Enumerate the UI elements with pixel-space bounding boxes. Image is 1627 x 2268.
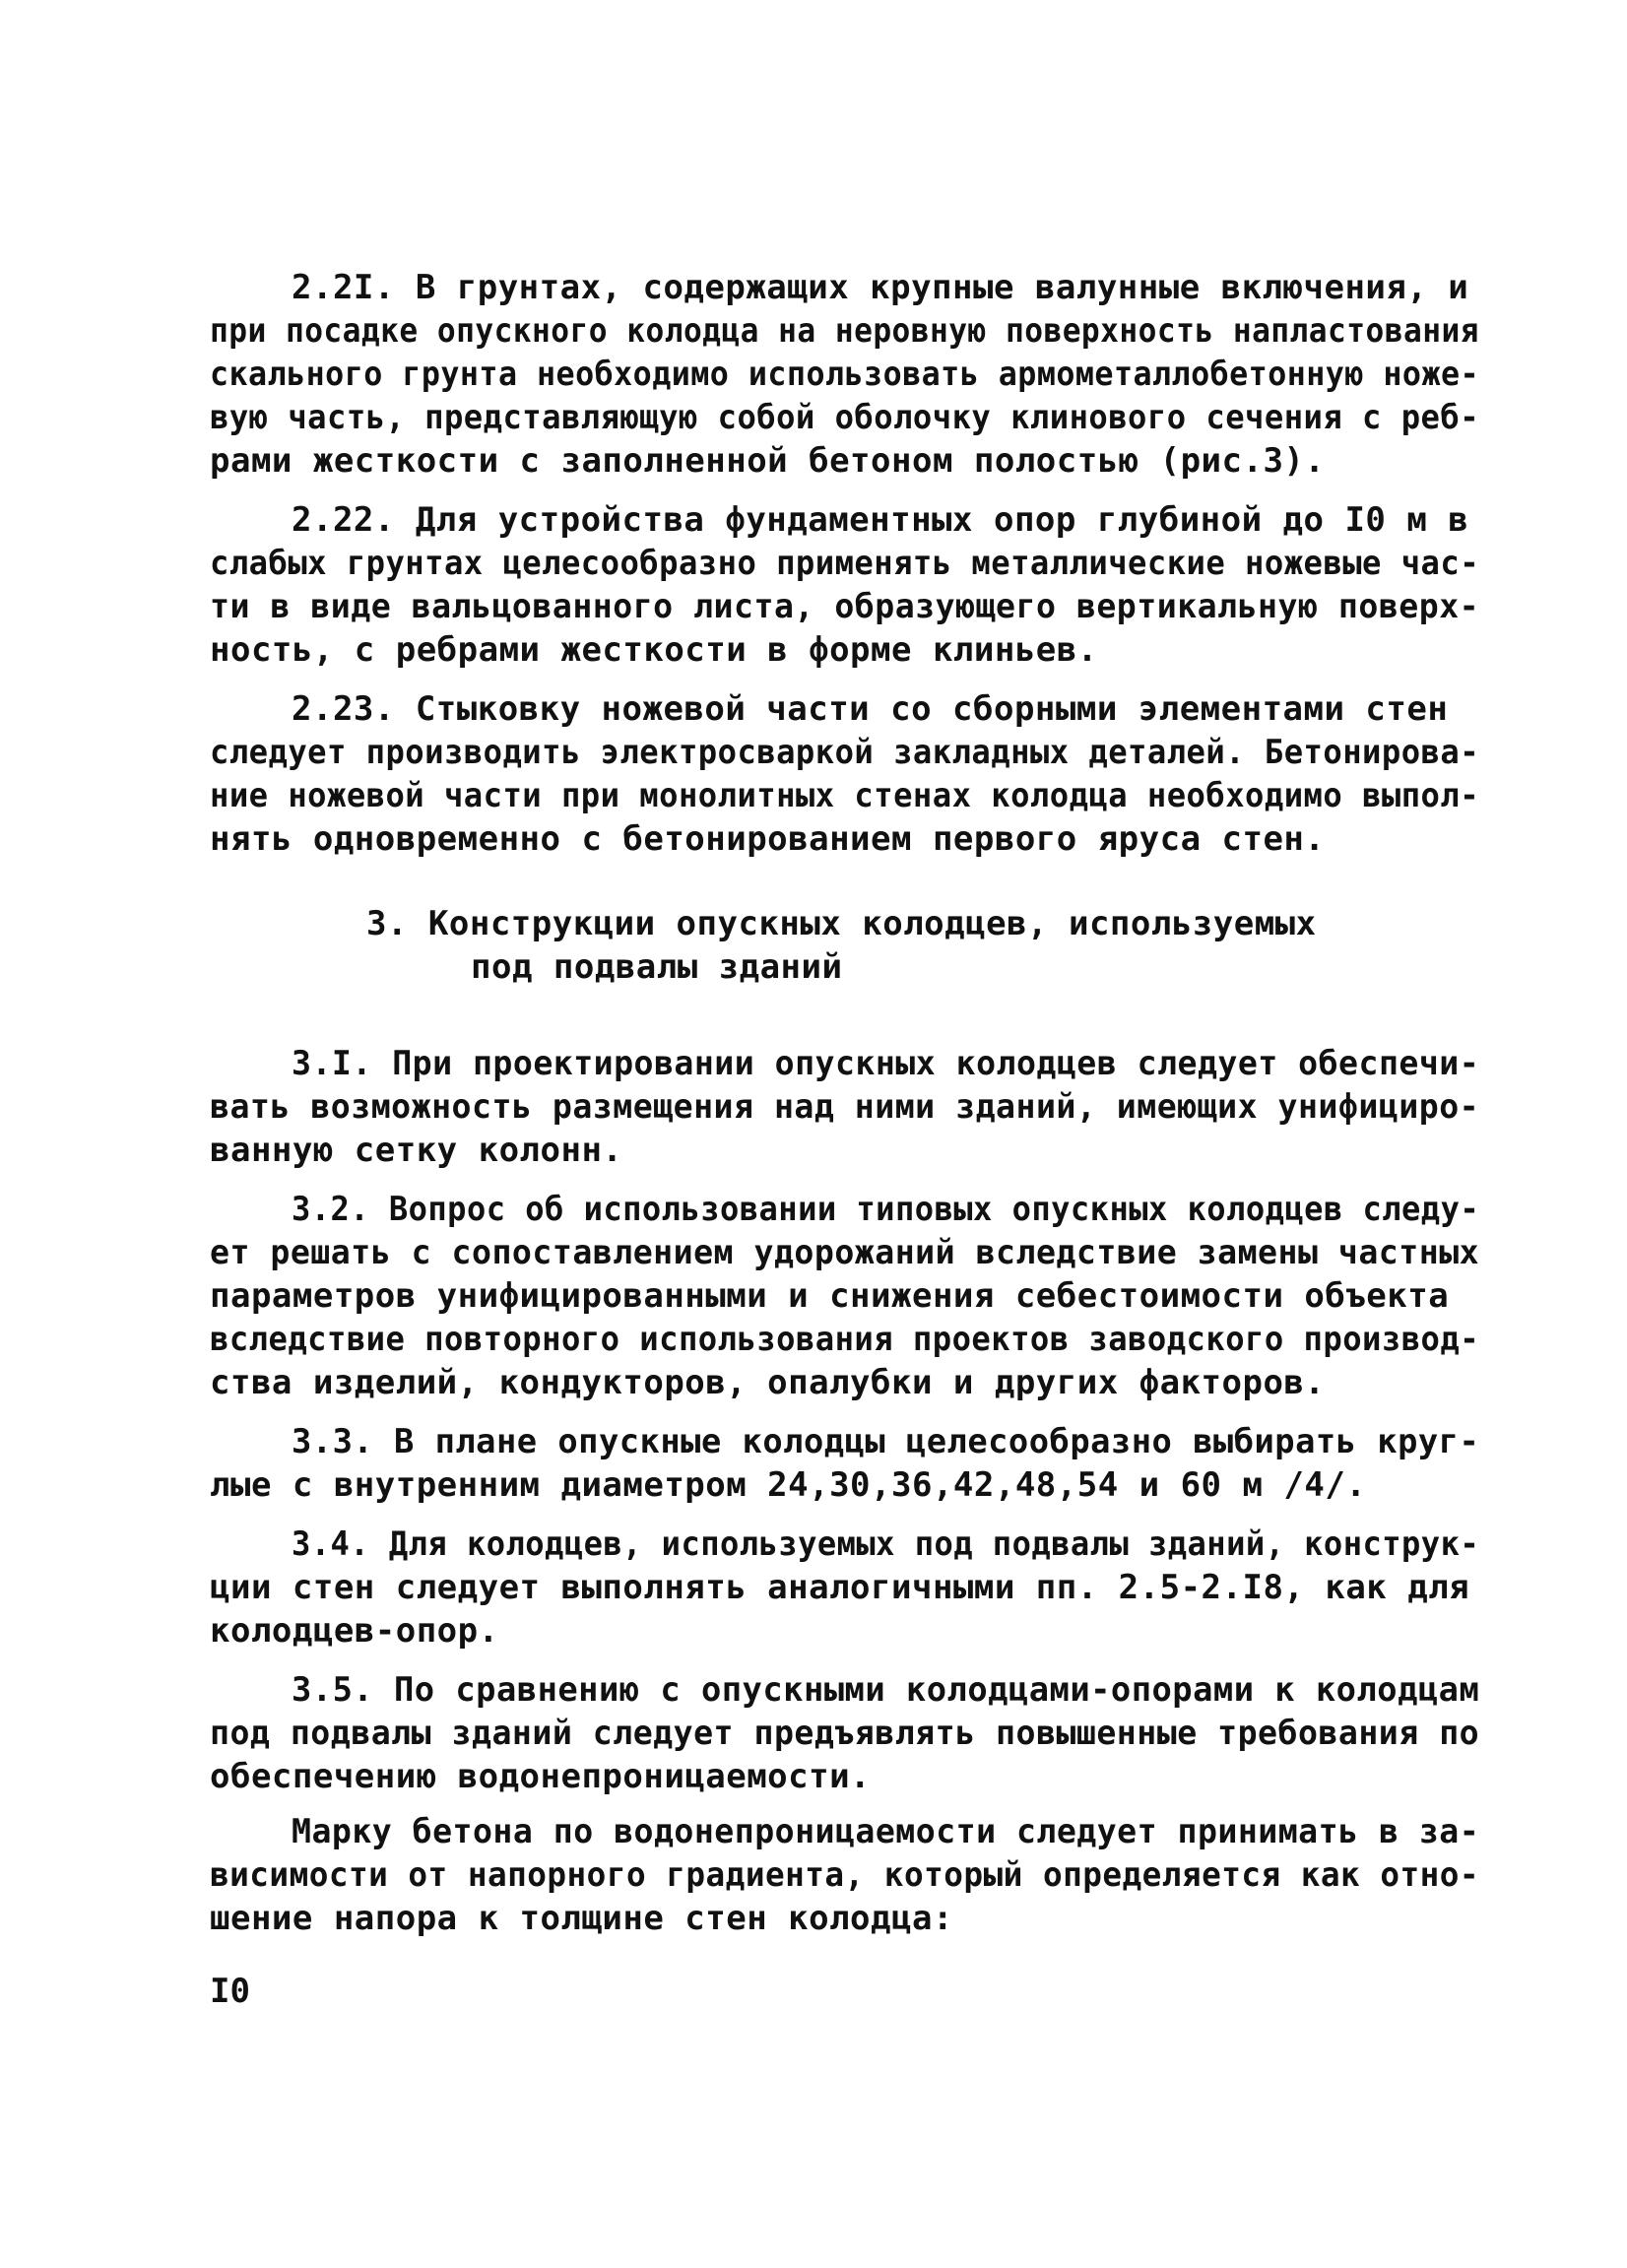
text-line: при посадке опускного колодца на неровную поверхность напластования [210, 311, 1479, 351]
section-heading: под подвалы зданий [471, 947, 843, 987]
text-line: вать возможность размещения над ними зданий, имеющих унифициро- [210, 1087, 1480, 1127]
text-line: скального грунта необходимо использовать армометаллобетонную ноже- [210, 355, 1480, 394]
text-line: ции стен следует выполнять аналогичными пп. 2.5-2.I8, как для [210, 1568, 1470, 1607]
text-line: ние ножевой части при монолитных стенах колодца необходимо выпол- [210, 776, 1480, 815]
text-line: висимости от напорного градиента, который определяется как отно- [210, 1855, 1480, 1895]
text-line: колодцев-опор. [210, 1611, 499, 1651]
text-line: ет решать с сопоставлением удорожаний вследствие замены частных [210, 1233, 1480, 1272]
text-line: 3.4. Для колодцев, используемых под подвалы зданий, конструк- [292, 1524, 1480, 1564]
text-line: вследствие повторного использования проектов заводского производ- [210, 1320, 1480, 1359]
text-line: 2.2I. В грунтах, содержащих крупные валунные включения, и [292, 268, 1469, 307]
text-line: параметров унифицированными и снижения себестоимости объекта [210, 1276, 1450, 1316]
text-line: следует производить электросваркой закладных деталей. Бетонирова- [210, 733, 1480, 772]
text-line: нять одновременно с бетонированием первого яруса стен. [210, 819, 1326, 859]
text-line: ти в виде вальцованного листа, образующего вертикальную поверх- [210, 587, 1480, 626]
text-line: 2.23. Стыковку ножевой части со сборными элементами стен [292, 689, 1449, 729]
text-line: 2.22. Для устройства фундаментных опор глубиной до I0 м в [292, 500, 1469, 540]
text-line: 3.3. В плане опускные колодцы целесообразно выбирать круг- [292, 1422, 1480, 1461]
text-line: Марку бетона по водонепроницаемости следует принимать в за- [292, 1812, 1480, 1851]
section-heading: 3. Конструкции опускных колодцев, используемых [366, 904, 1317, 943]
text-line: обеспечению водонепроницаемости. [210, 1757, 872, 1796]
text-line: ства изделий, кондукторов, опалубки и других факторов. [210, 1363, 1326, 1402]
text-line: под подвалы зданий следует предъявлять повышенные требования по [210, 1714, 1480, 1753]
text-line: ванную сетку колонн. [210, 1131, 623, 1170]
text-line: слабых грунтах целесообразно применять металлические ножевые час- [210, 544, 1480, 583]
text-line: 3.2. Вопрос об использовании типовых опускных колодцев следу- [292, 1190, 1480, 1229]
page-number: I0 [210, 1972, 250, 2011]
text-line: 3.5. По сравнению с опускными колодцами-опорами к колодцам [292, 1670, 1480, 1710]
text-line: ность, с ребрами жесткости в форме клиньев. [210, 630, 1098, 670]
text-line: 3.I. При проектировании опускных колодцев следует обеспечи- [292, 1044, 1480, 1083]
text-line: вую часть, представляющую собой оболочку клинового сечения с реб- [210, 398, 1480, 437]
text-line: шение напора к толщине стен колодца: [210, 1899, 953, 1938]
text-line: лые с внутренним диаметром 24,30,36,42,48,54 и 60 м /4/. [210, 1465, 1367, 1505]
text-line: рами жесткости с заполненной бетоном полостью (рис.3). [210, 441, 1326, 481]
